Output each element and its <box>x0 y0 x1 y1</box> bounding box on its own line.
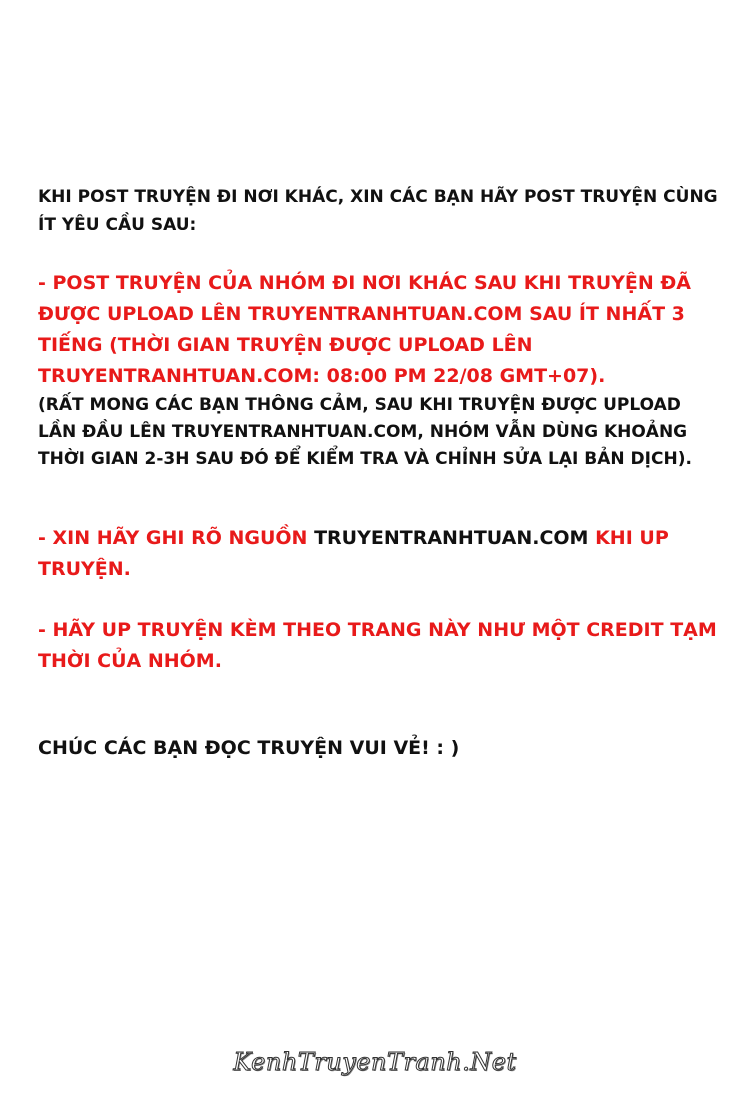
intro-text: KHI POST TRUYỆN ĐI NƠI KHÁC, XIN CÁC BẠN HÃY POST TRUYỆN CÙNG ÍT YÊU CẦU SAU: <box>38 187 718 235</box>
rule-credit-source <box>38 523 718 585</box>
source-site-name: TRUYENTRANHTUAN.COM <box>314 527 589 549</box>
rule-credit-source-after: KHI UP TRUYỆN. <box>38 527 669 580</box>
rule-include-credit-page: - HÃY UP TRUYỆN KÈM THEO TRANG NÀY NHƯ MỘT CREDIT TẠM THỜI CỦA NHÓM. <box>38 619 717 672</box>
closing-message: CHÚC CÁC BẠN ĐỌC TRUYỆN VUI VẺ! : ) <box>38 737 460 759</box>
rule-upload-delay-note: (RẤT MONG CÁC BẠN THÔNG CẢM, SAU KHI TRUYỆN ĐƯỢC UPLOAD LẦN ĐẦU LÊN TRUYENTRANHTUAN.COM, NHÓM VẪN DÙNG KHOẢNG THỜI GIAN 2-3H SAU ĐÓ ĐỂ KIỂM TRA VÀ CHỈNH SỬA LẠI BẢN DỊCH). <box>38 395 692 469</box>
watermark-text: KenhTruyenTranh.Net <box>233 1048 517 1076</box>
rule-credit-source-before: - XIN HÃY GHI RÕ NGUỒN <box>38 527 315 549</box>
rule-upload-delay <box>38 268 718 473</box>
rule-upload-delay-text: - POST TRUYỆN CỦA NHÓM ĐI NƠI KHÁC SAU KHI TRUYỆN ĐÃ ĐƯỢC UPLOAD LÊN TRUYENTRANHTUAN.COM SAU ÍT NHẤT 3 TIẾNG (THỜI GIAN TRUYỆN ĐƯỢC UPLOAD LÊN TRUYENTRANHTUAN.COM: 08:00 PM 22/08 GMT+07). <box>38 272 692 387</box>
